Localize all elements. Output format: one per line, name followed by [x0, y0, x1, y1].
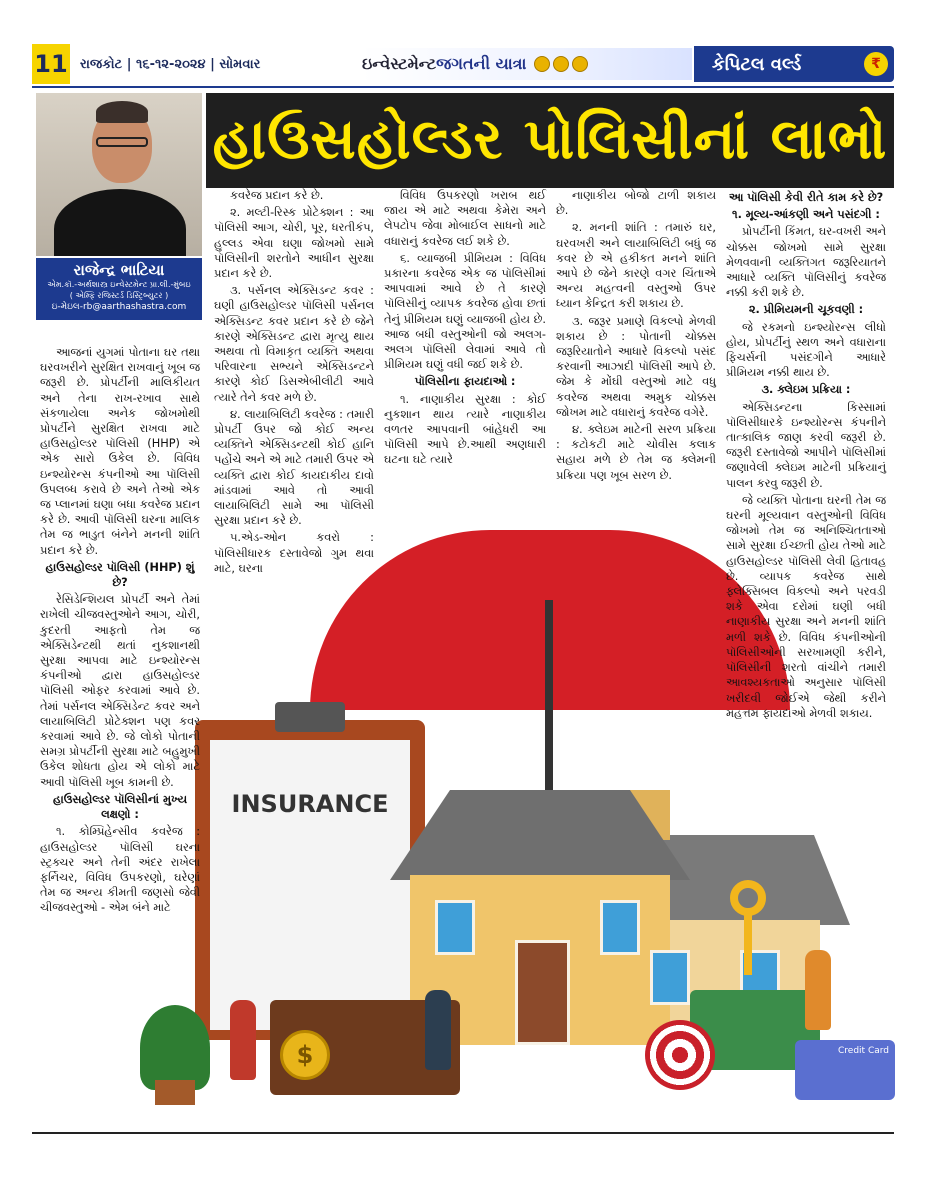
article-paragraph: ૨. મલ્ટી-રિસ્ક પ્રોટેક્શન : આ પૉલિસી આગ, ચોરી, પૂર, ધરતીકંપ, હુલ્લડ એવા ઘણા જોખમો સામે પૉલિસીની શરતોને આધીન સુરક્ષા પ્રદાન કરે છે.: [214, 206, 374, 281]
article-paragraph: એક્સિડન્ટના કિસ્સામાં પૉલિસીધારકે ઇન્શ્યોરન્સ કંપનીને તાત્કાલિક જાણ કરવી જરૂરી છે. જરૂરી દસ્તાવેજો આપીને પૉલિસીમાં જણાવેલી ક્લેઇમ માટેની પ્રક્રિયાનું પાલન કરવુ જરૂરી છે.: [726, 400, 886, 490]
person-icon: [230, 1000, 256, 1080]
person-icon: [425, 990, 451, 1070]
insurance-label: INSURANCE: [231, 790, 389, 818]
house-window: [600, 900, 640, 955]
article-paragraph: રેસિડેન્શિયલ પ્રોપર્ટી અને તેમાં રાખેલી ચીજવસ્તુઓને આગ, ચોરી, કુદરતી આફતો તેમ જ એક્સિડેન્ટથી થતાં નુકશાનથી સુરક્ષા આપવા માટે ઇન્શ્યોરન્સ કંપનીઓ દ્વારા હાઉસહોલ્ડર પૉલિસી ઓફર કરવામાં આવે છે. તેમાં પર્સનલ એક્સિડેન્ટ કવર અને લાયાબિલિટી પ્રોટેક્શન પણ કવર કરવામાં આવે છે. જે લોકો પોતાની સમગ્ર પ્રોપર્ટીની સુરક્ષા માટે બહુમુખી ઉકેલ શોધતા હોય એ લોકો માટે આવી પૉલિસી ખૂબ કામની છે.: [40, 593, 200, 789]
article-paragraph: જે રકમનો ઇન્શ્યોરન્સ લીધો હોય, પ્રોપર્ટીનું સ્થળ અને વધારાના ફિચર્સની પસંદગીને આધારે પ્રીમિયમ નક્કી થાય છે.: [726, 320, 886, 380]
article-paragraph: ૪. ક્લેઇમ માટેની સરળ પ્રક્રિયા : કટોકટી માટે ચોવીસ કલાક સહાય મળે છે તેમ જ ક્લેમની પ્રક્રિયા પણ ખૂબ સરળ છે.: [556, 423, 716, 482]
article-subheading: આ પૉલિસી કેવી રીતે કામ કરે છે?: [728, 191, 884, 204]
article-subheading: હાઉસહોલ્ડર પૉલિસી (HHP) શું છે?: [45, 560, 195, 590]
article-paragraph: ૩. પર્સનલ એક્સિડન્ટ કવર : ઘણી હાઉસહોલ્ડર પૉલિસી પર્સનલ એક્સિડન્ટ કવર પ્રદાન કરે છે જેને કારણે એક્સિડન્ટ દ્વારા મૃત્યુ થાય અથવા તો વિમાકૃત વ્યક્તિ અથવા પરિવારના સભ્યને એક્સિડન્ટને કારણે કોઈ ડિસએબીલીટી આવે ત્યારે તેને કવર મળે છે.: [214, 284, 374, 404]
tagline-prefix: ઇન્વેસ્ટમેન્ટ: [362, 54, 437, 73]
article-column-3: [384, 188, 546, 470]
author-byline: [36, 258, 202, 320]
article-title: હાઉસહોલ્ડર પોલિસીનાં લાભો: [212, 107, 888, 172]
person-icon: [805, 950, 831, 1030]
section-banner: [694, 46, 894, 82]
house-window: [435, 900, 475, 955]
key-shaft: [744, 915, 752, 975]
tagline: [362, 48, 692, 80]
author-email: ઇ-મેઇલ-rb@aarthashastra.com: [51, 302, 187, 312]
article-paragraph: ૧. નાણાકીય સુરક્ષા : કોઈ નુકશાન થાય ત્યારે નાણાકીય વળતર આપવાની બાંહેધરી આ પૉલિસી આપે છે.આથી અણધારી ઘટના ઘટે ત્યારે: [384, 392, 546, 467]
author-designation-sub: ( એમ્ફિ રજિસ્ટર્ડ ડિસ્ટ્રિબ્યુટર ): [69, 291, 169, 300]
coins-icon: [534, 56, 588, 72]
article-paragraph: આજનાં યુગમાં પોતાના ઘર તથા ઘરવખરીને સુરક્ષિત રાખવાનું ખૂબ જ જરૂરી છે. પ્રોપર્ટીની માલિકીયત અને તેના રાખ-રખાવ સાથે સંકળાયેલા અનેક જોખમોથી પ્રોપર્ટીને સુરક્ષિત રાખવા માટે હાઉસહોલ્ડર પૉલિસી (HHP) એ એક સારો ઉકેલ છે. વિવિધ ઇન્શ્યોરન્સ કંપનીઓ આ પૉલિસી ઉપલબ્ધ કરાવે છે અને તેઓ એક જ પ્લાનમાં ઘણા બધા કવરેજ પ્રદાન કરે છે. આવી પૉલિસી ઘરના માલિક તેમ જ ભાડુત બંનેને મનની શાંતિ પ્રદાન કરે છે.: [40, 346, 200, 557]
article-column-1: [40, 345, 200, 918]
article-subheading: ૨. પ્રીમિયમની ચૂકવણી :: [748, 303, 864, 317]
plant-pot: [155, 1080, 195, 1105]
article-column-4: [556, 188, 716, 485]
article-subheading: ૧. મૂલ્ય-આંકણી અને પસંદગી :: [732, 208, 880, 222]
dateline: રાજકોટ | ૧૬-૧૨-૨૦૨૪ | સોમવાર: [70, 48, 370, 80]
article-paragraph: ૨. મનની શાંતિ : તમારું ઘર, ઘરવખરી અને લાયાબિલિટી બધું જ કવર છે એ હકીકત મનને શાંતિ આપે છે જેને કારણે વગર ચિંતાએ અન્ય મહત્વની વસ્તુઓ ઉપર ધ્યાન કેન્દ્રિત કરી શકાય છે.: [556, 221, 716, 311]
key-icon: [730, 880, 766, 916]
coin-icon: $: [280, 1030, 330, 1080]
article-paragraph: ૩. જરૂર પ્રમાણે વિકલ્પો મેળવી શકાય છે : પોતાની ચોક્કસ જરૂરિયાતોને આધારે વિકલ્પો પસંદ કરવાની આઝાદી પૉલિસી આપે છે. જેમ કે મોંઘી વસ્તુઓ માટે વધુ કવરેજ અથવા અમુક ચોક્કસ જોખમ માટે વધારાનું કવરેજ વગેરે.: [556, 314, 716, 419]
credit-card-icon: Credit Card: [795, 1040, 895, 1100]
article-subheading: હાઉસહોલ્ડર પૉલિસીનાં મુખ્ય લક્ષણો :: [52, 792, 188, 822]
article-column-5: [726, 188, 886, 723]
tagline-suffix: જગતની યાત્રા: [436, 54, 527, 73]
article-paragraph: નાણાકીય બોજો ટાળી શકાય છે.: [556, 189, 716, 218]
plant-icon: [140, 1005, 210, 1090]
article-column-2: [214, 188, 374, 578]
footer-rule: [32, 1132, 894, 1134]
article-paragraph: ૫.એડ-ઓન કવરો : પૉલિસીધારક દસ્તાવેજો ગુમ થવા માટે, ઘરના: [214, 531, 374, 575]
article-paragraph: ૪. લાયાબિલિટી કવરેજ : તમારી પ્રોપર્ટી ઉપર જો કોઈ અન્ય વ્યક્તિને એક્સિડન્ટથી કોઈ હાનિ પહોંચે અને એ માટે તમારી ઉપર એ વ્યક્તિ દ્વારા કોઈ કાયદાકીય દાવો માંડવામાં આવે તો આવી લાયાબિલિટી સામે આ પૉલિસી સુરક્ષા પ્રદાન કરે છે.: [214, 407, 374, 528]
article-subheading: પૉલિસીના ફાયદાઓ :: [414, 375, 516, 389]
author-name: રાજેન્દ્ર ભાટિયા: [73, 261, 165, 279]
header-rule: [32, 86, 894, 88]
page-number: 11: [32, 44, 70, 84]
article-subheading: ૩. ક્લેઇમ પ્રક્રિયા :: [761, 383, 851, 397]
article-paragraph: વિવિધ ઉપકરણો ખરાબ થઈ જાય એ માટે અથવા કેમેરા અને લેપટોપ જેવા મોબાઈલ સાધનો માટે વધારાનું કવરેજ લઈ શકે છે.: [384, 189, 546, 248]
article-paragraph: ૧. કોમ્પ્રિહેન્સીવ કવરેજ : હાઉસહોલ્ડર પૉલિસી ઘરના સ્ટ્રક્ચર અને તેની અંદર રાખેલા ફર્નિચર, વિવિધ ઉપકરણો, ઘરેણાં તેમ જ અન્ય કીમતી જણસો જેવી ચીજવસ્તુઓ - એમ બંને માટે: [40, 825, 200, 915]
author-designation: એમ.કૉ.-અર્થશાસ્ત્ર ઇન્વેસ્ટમેન્ટ પ્રા.લી.-મુંબઇ: [47, 280, 191, 289]
target-icon: [645, 1020, 715, 1090]
article-paragraph: ૬. વ્યાજબી પ્રીમિયમ : વિવિધ પ્રકારના કવરેજ એક જ પૉલિસીમાં આપવામાં આવે છે તે કારણે પૉલિસીનું વ્યાપક કવરેજ હોવા છતાં તેનું પ્રીમિયમ ઘણું વ્યાજબી હોય છે. આજ બધી વસ્તુઓની જો અલગ-અલગ પૉલિસી લેવામાં આવે તો પ્રીમિયમ ઘણું વધી જઈ શકે છે.: [384, 251, 546, 372]
article-paragraph: કવરેજ પ્રદાન કરે છે.: [230, 189, 324, 202]
house-window: [650, 950, 690, 1005]
clip-icon: [275, 702, 345, 732]
page-header: [32, 44, 894, 84]
rupee-icon: ₹: [864, 52, 888, 76]
house-door: [515, 940, 570, 1045]
author-photo: [36, 93, 202, 256]
section-name: કેપિટલ વર્લ્ડ: [712, 53, 802, 75]
article-paragraph: જે વ્યક્તિ પોતાના ઘરની તેમ જ ઘરની મૂલ્યવાન વસ્તુઓની વિવિધ જોખમો તેમ જ અનિશ્ચિતતાઓ સામે સુરક્ષા ઈચ્છતી હોય તેઓ માટે હાઉસહોલ્ડર પૉલિસી લેવી હિતાવહ છે. વ્યાપક કવરેજ સાથે ફ્લેક્સિબલ વિકલ્પો અને પરવડી શકે એવા દરોમાં ઘણી બધી નાણાકીય સુરક્ષા અને મનની શાંતિ મળી શકે છે. વિવિધ કંપનીઓની પૉલિસીઓની સરખામણી કરીને, પૉલિસીની શરતો વાંચીને તમારી આવશ્યકતાઓ અનુસાર પૉલિસી ખરીદવી જોઈએ જેથી કરીને મહત્તમ ફાયદાઓ મેળવી શકાય.: [726, 493, 886, 720]
article-paragraph: પ્રોપર્ટીની કિંમત, ઘર-વખરી અને ચોક્કસ જોખમો સામે સુરક્ષા મેળવવાની વ્યક્તિગત જરૂરિયાતને આધારે વ્યક્તિ પૉલિસીનું કવરેજ નક્કી કરી શકે છે.: [726, 225, 886, 300]
insurance-paper: [210, 740, 410, 1030]
